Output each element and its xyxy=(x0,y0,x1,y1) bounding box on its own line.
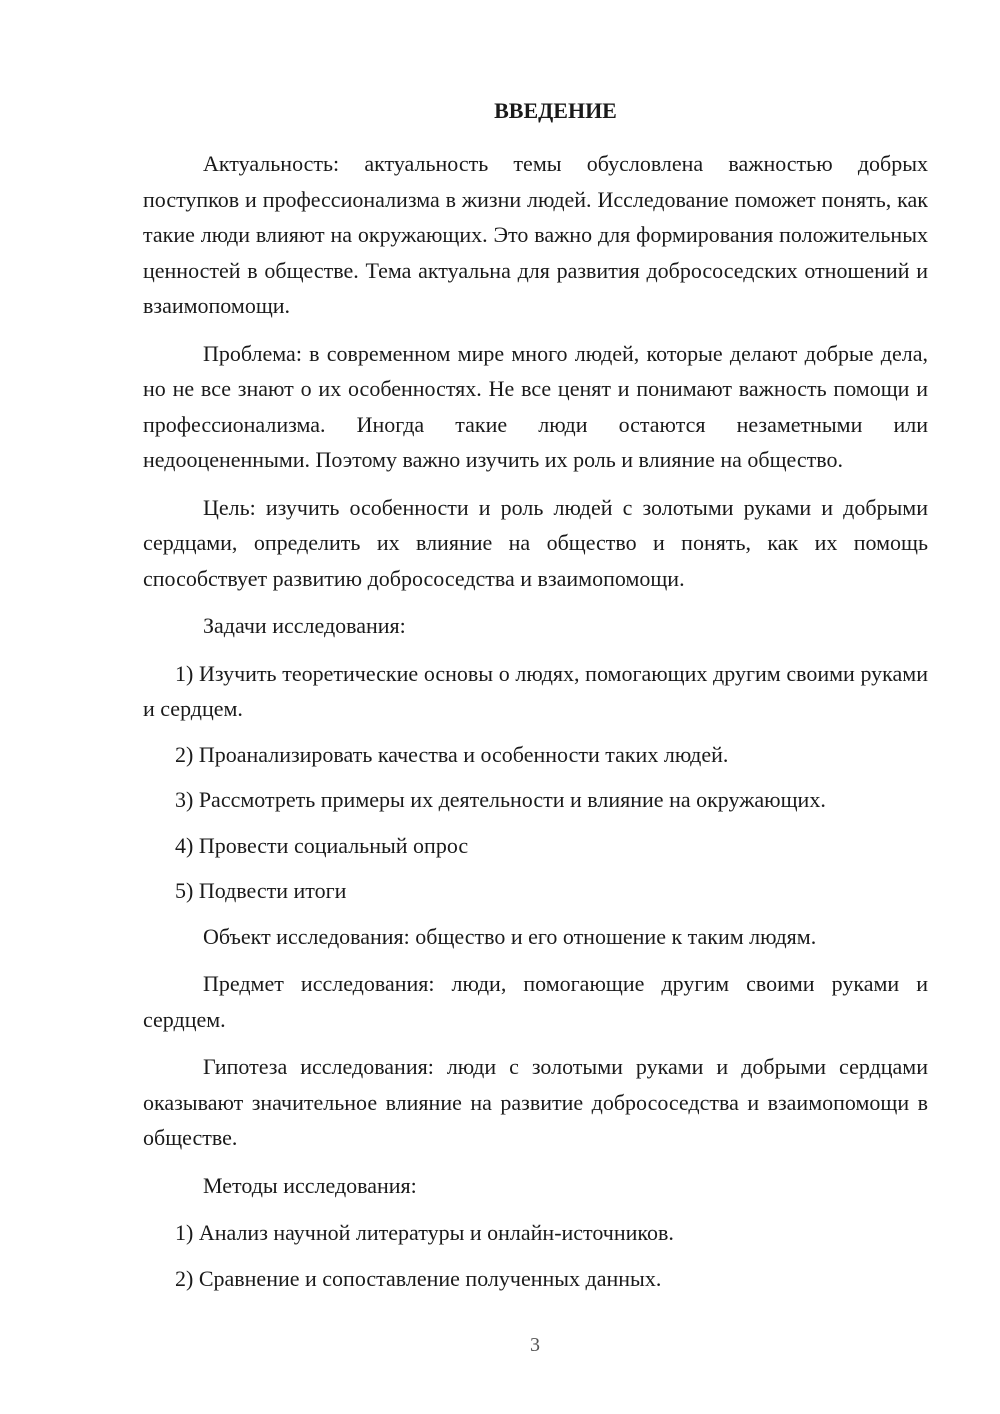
paragraph-problem: Проблема: в современном мире много людей, которые делают добрые дела, но не все знают о их особенностях. Не все ценят и понимают важность помощи и профессионализма. Иногда такие люди остаются незаметными или недооцененными. Поэтому важно изучить их роль и влияние на общество. xyxy=(143,340,928,472)
methods-heading: Методы исследования: xyxy=(203,1172,417,1198)
list-item: 3) Рассмотреть примеры их деятельности и влияние на окружающих. xyxy=(175,787,826,812)
list-item: 2) Сравнение и сопоставление полученных данных. xyxy=(175,1265,662,1291)
section-title: ВВЕДЕНИЕ xyxy=(494,98,617,123)
page-number: 3 xyxy=(530,1334,540,1356)
tasks-list xyxy=(143,656,928,909)
tasks-heading: Задачи исследования: xyxy=(203,613,406,638)
list-item: 1) Изучить теоретические основы о людях, помогающих другим своими руками и сердцем. xyxy=(143,660,928,721)
paragraph-goal: Цель: изучить особенности и роль людей с золотыми руками и добрыми сердцами, определить их влияние на общество и понять, как их помощь способствует развитию добрососедства и взаимопомощи. xyxy=(143,494,928,591)
paragraph-hypothesis: Гипотеза исследования: люди с золотыми руками и добрыми сердцами оказывают значительное влияние на развитие добрососедства и взаимопомощи в обществе. xyxy=(143,1054,928,1150)
list-item: 5) Подвести итоги xyxy=(175,878,347,903)
list-item: 1) Анализ научной литературы и онлайн-источников. xyxy=(175,1220,674,1245)
paragraph-object: Объект исследования: общество и его отношение к таким людям. xyxy=(203,923,817,949)
paragraph-subject: Предмет исследования: люди, помогающие другим своими руками и сердцем. xyxy=(143,971,928,1032)
methods-list xyxy=(143,1215,928,1296)
document-body xyxy=(143,96,928,1306)
paragraph-relevance: Актуальность: актуальность темы обусловлена важностью добрых поступков и профессионализма в жизни людей. Исследование поможет понять, как такие люди влияют на окружающих. Это важно для формирования положительных ценностей в обществе. Тема актуальна для развития добрососедских отношений и взаимопомощи. xyxy=(143,151,928,318)
list-item: 4) Провести социальный опрос xyxy=(175,832,469,858)
list-item: 2) Проанализировать качества и особенности таких людей. xyxy=(175,741,729,767)
